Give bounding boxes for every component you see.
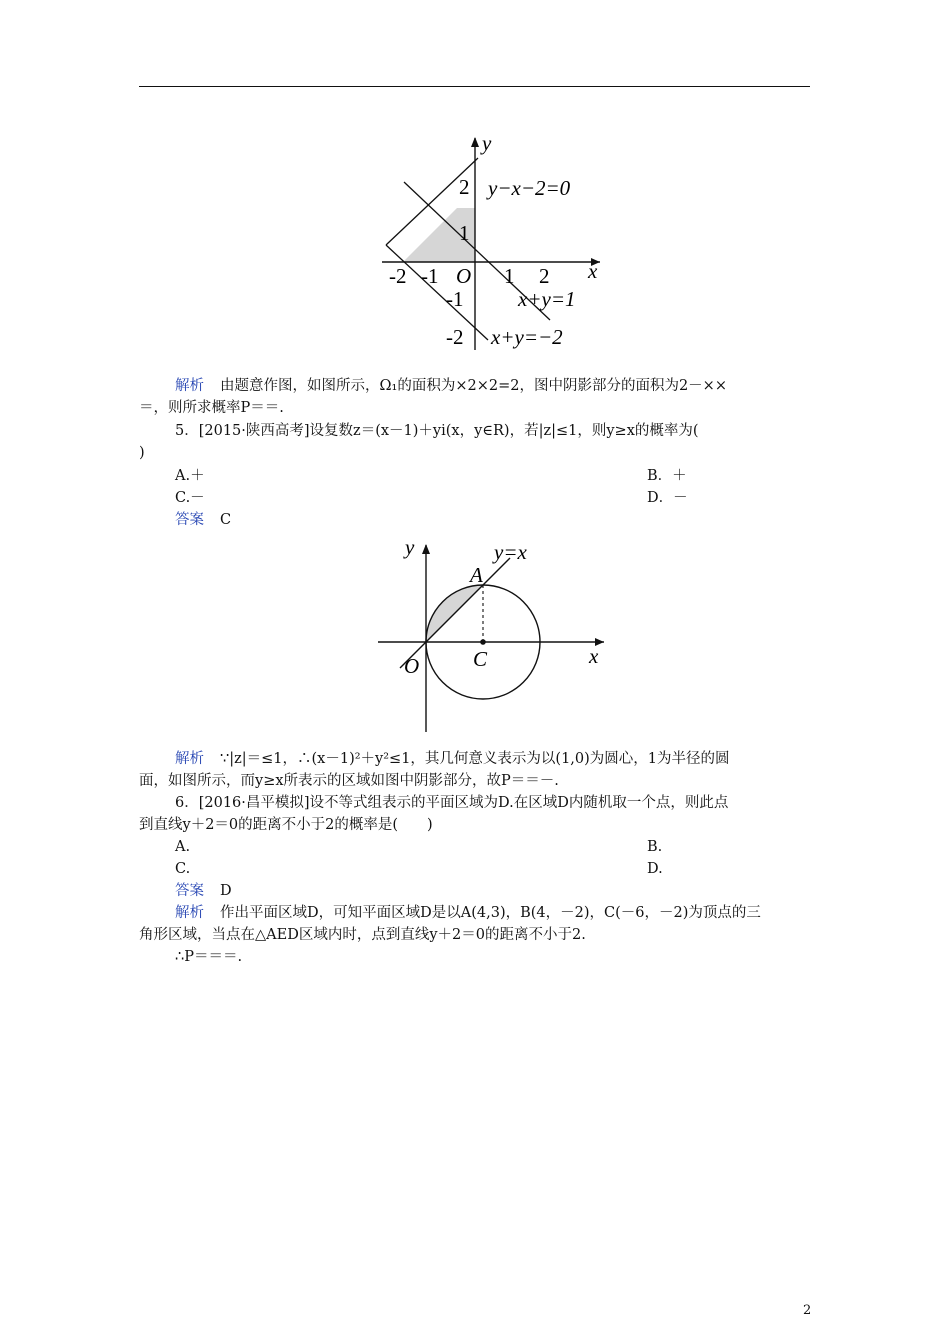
q5-answer (139, 509, 846, 531)
label-x-y-neg2: x+y=−2 (491, 325, 563, 349)
center-point (480, 639, 486, 645)
x-axis-label: x (589, 644, 599, 668)
q5-option-b: B．＋ (647, 468, 687, 484)
q5-options-row1 (139, 465, 846, 487)
q6-stem-line2: 到直线y＋2＝0的距离不小于2的概率是( ) (139, 817, 433, 833)
q5-solution-line1 (139, 748, 846, 770)
label-y-x-2: y−x−2=0 (488, 176, 571, 200)
header-rule (139, 86, 810, 87)
y-axis-label: y (482, 131, 492, 155)
q6-solution-line1 (139, 902, 846, 924)
q5-options-row2 (139, 487, 846, 509)
q6-option-d: D. (647, 861, 663, 877)
y-axis-arrow-icon (471, 137, 479, 147)
tick-x-1: 1 (504, 264, 515, 288)
tick-x-neg1: -1 (421, 264, 439, 288)
answer-value: D (220, 883, 232, 899)
solution-text: ∵|z|＝≤1，∴(x－1)²＋y²≤1，其几何意义表示为以(1,0)为圆心，1为半径的圆 (220, 751, 730, 767)
q5-option-d: D．－ (647, 490, 688, 506)
q6-options-row1 (139, 836, 846, 858)
q5-stem-line1: 5．[2015·陕西高考]设复数z＝(x－1)＋yi(x，y∈R)，若|z|≤1，则y≥x的概率为( (175, 423, 699, 439)
q5-stem-line2: ) (139, 445, 145, 461)
solution-text: 作出平面区域D，可知平面区域D是以A(4,3)，B(4，－2)，C(－6，－2)为顶点的三 (220, 905, 761, 921)
line-label: y=x (494, 540, 527, 564)
label-x-y-1: x+y=1 (518, 287, 576, 311)
tick-x-neg2: -2 (389, 264, 407, 288)
figure-lines-svg (376, 128, 606, 358)
q6-solution-line2: 角形区域，当点在△AED区域内时，点到直线y＋2＝0的距离不小于2. (139, 927, 586, 943)
q5-option-a: A.＋ (175, 468, 205, 484)
tick-y-1: 1 (459, 221, 470, 245)
tick-y-2: 2 (459, 175, 470, 199)
solution-text: 由题意作图，如图所示，Ω₁的面积为×2×2=2，图中阴影部分的面积为2－×× (220, 378, 727, 394)
q6-option-b: B. (647, 839, 663, 855)
tick-y-neg1: -1 (446, 287, 464, 311)
y-axis-arrow-icon (422, 544, 430, 554)
solution-label: 解析 (175, 751, 204, 767)
y-axis-label: y (405, 536, 415, 559)
q6-solution-line3: ∴P＝＝＝. (175, 949, 243, 965)
q6-options-row2 (139, 858, 846, 880)
answer-value: C (220, 512, 232, 528)
origin-label: O (404, 654, 420, 678)
q4-solution-line2: ＝，则所求概率P＝＝. (139, 400, 284, 416)
answer-label: 答案 (175, 883, 204, 899)
origin-label: O (456, 264, 472, 288)
q6-option-c: C. (175, 861, 191, 877)
q5-option-c: C.－ (175, 490, 205, 506)
page-number: 2 (803, 1303, 812, 1318)
line-y-eq-x (400, 558, 510, 668)
solution-label: 解析 (175, 378, 204, 394)
point-a-label: A (470, 563, 483, 587)
tick-x-2: 2 (539, 264, 550, 288)
q6-stem-line1: 6．[2016·昌平模拟]设不等式组表示的平面区域为D.在区域D内随机取一个点，则此点 (175, 795, 729, 811)
q5-solution-line2: 面，如图所示，而y≥x所表示的区域如图中阴影部分，故P＝＝－. (139, 773, 559, 789)
q6-option-a: A. (175, 839, 191, 855)
q4-solution-line1 (139, 375, 846, 397)
x-axis-label: x (588, 259, 598, 283)
point-c-label: C (473, 647, 488, 671)
answer-label: 答案 (175, 512, 204, 528)
solution-label: 解析 (175, 905, 204, 921)
figure-circle (376, 536, 608, 740)
tick-y-neg2: -2 (446, 325, 464, 349)
figure-lines-region (376, 128, 606, 362)
q6-answer (139, 880, 846, 902)
figure-circle-svg (376, 536, 608, 736)
